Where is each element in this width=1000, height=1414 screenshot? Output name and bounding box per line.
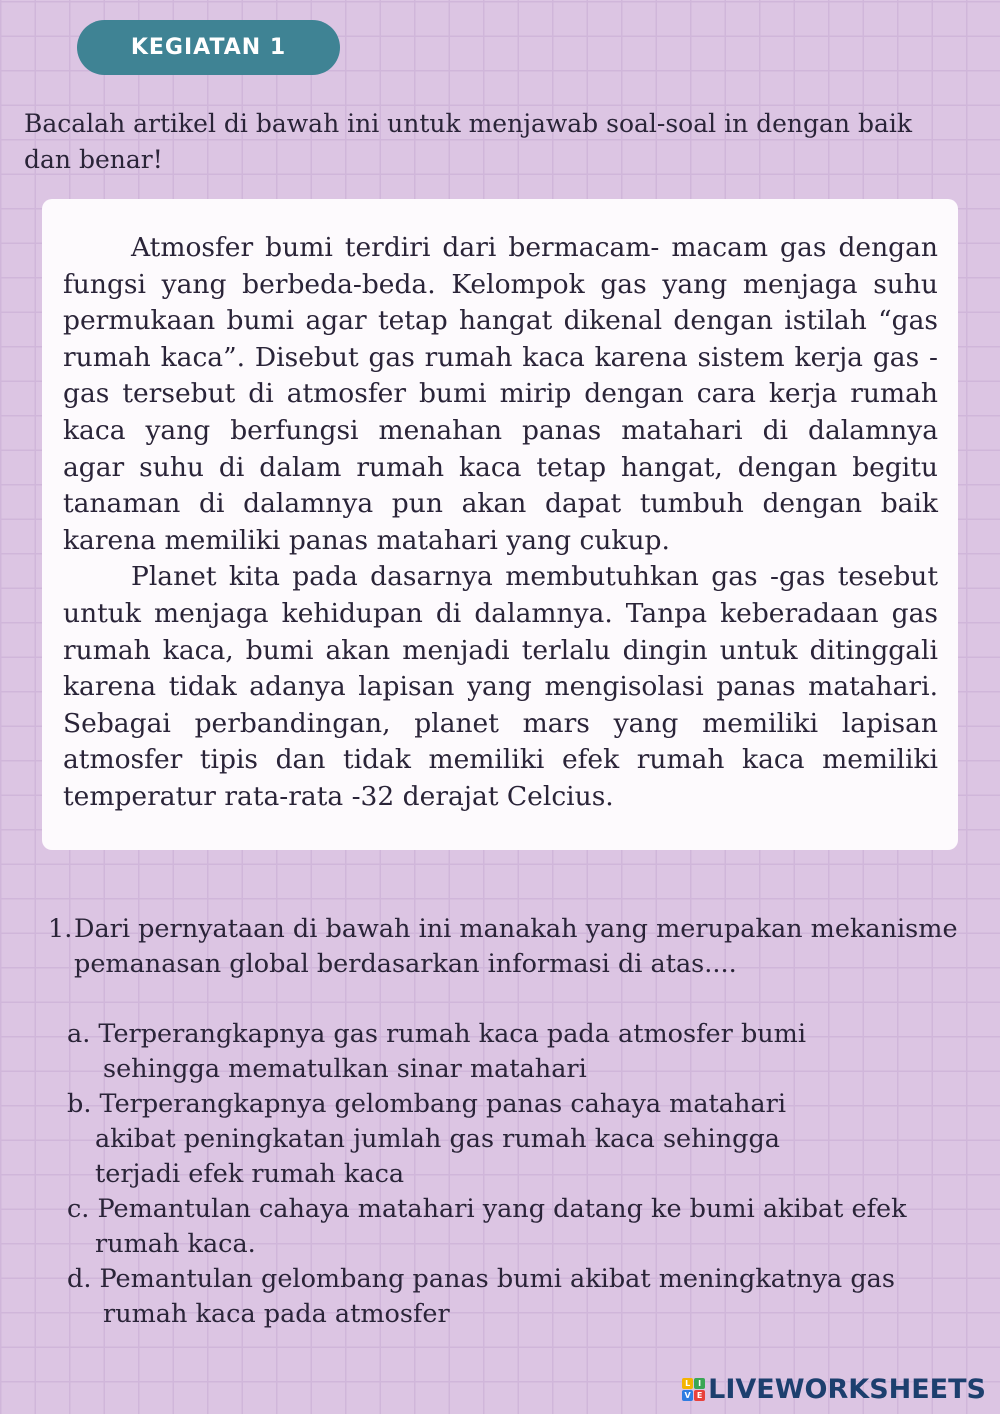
article-line: Planet kita pada dasarnya membutuhkan gas -gas tesebut [131, 561, 938, 593]
article-line: rumah kaca, bumi akan menjadi terlalu dingin untuk ditinggali [63, 634, 938, 666]
question-text: Dari pernyataan di bawah ini manakah yang merupakan mekanisme [74, 914, 958, 944]
option-text: Pemantulan gelombang panas bumi akibat meningkatnya gas [99, 1264, 895, 1294]
article-line: atmosfer tipis dan tidak memiliki efek rumah kaca memiliki [63, 744, 938, 776]
article-line: karena memiliki panas matahari yang cukup. [63, 524, 670, 556]
option-a[interactable] [67, 1017, 978, 1087]
instructions [24, 106, 954, 178]
instruction-line: dan benar! [24, 145, 163, 174]
instruction-line: Bacalah artikel di bawah ini untuk menjawab soal-soal in dengan baik [24, 109, 913, 138]
option-text: akibat peningkatan jumlah gas rumah kaca sehingga [95, 1124, 780, 1154]
option-c[interactable] [67, 1192, 978, 1262]
article-line: rumah kaca”. Disebut gas rumah kaca karena sistem kerja gas - [63, 341, 938, 373]
article-line: Atmosfer bumi terdiri dari bermacam- macam gas dengan [131, 232, 938, 263]
option-label: b. [67, 1089, 92, 1119]
activity-title: KEGIATAN 1 [130, 35, 287, 60]
option-b[interactable] [67, 1087, 978, 1192]
article-line: kaca yang berfungsi menahan panas matahari di dalamnya [63, 414, 938, 446]
article-line: fungsi yang berbeda-beda. Kelompok gas yang menjaga suhu [63, 268, 938, 300]
article-line: karena tidak adanya lapisan yang mengisolasi panas matahari. [63, 671, 938, 703]
logo-letter-tile: E [694, 1390, 705, 1401]
article-line: gas tersebut di atmosfer bumi mirip dengan cara kerja rumah [63, 378, 938, 410]
logo-letter-tile: V [682, 1390, 693, 1401]
option-label: a. [67, 1019, 91, 1049]
option-text: Pemantulan cahaya matahari yang datang ke bumi akibat efek [97, 1194, 907, 1224]
article-text [63, 230, 938, 816]
question-1 [48, 912, 978, 1332]
logo-text: LIVEWORKSHEETS [708, 1374, 986, 1405]
question-number: 1. [48, 914, 73, 944]
option-text: rumah kaca pada atmosfer [103, 1299, 450, 1329]
article-line: tanaman di dalamnya pun akan dapat tumbuh dengan baik [63, 488, 938, 520]
article-line: untuk menjaga kehidupan di dalamnya. Tanpa keberadaan gas [63, 597, 938, 629]
option-d[interactable] [67, 1262, 978, 1332]
article-line: Sebagai perbandingan, planet mars yang memiliki lapisan [63, 707, 938, 739]
logo-letter-tile: I [694, 1378, 705, 1389]
live-logo-icon [682, 1378, 705, 1401]
question-text: pemanasan global berdasarkan informasi di atas.... [74, 949, 737, 979]
option-label: c. [67, 1194, 90, 1224]
option-text: rumah kaca. [95, 1229, 256, 1259]
option-text: sehingga mematulkan sinar matahari [103, 1054, 587, 1084]
option-text: Terperangkapnya gas rumah kaca pada atmosfer bumi [98, 1019, 807, 1049]
article-line: permukaan bumi agar tetap hangat dikenal dengan istilah “gas [63, 305, 938, 337]
article-line: temperatur rata-rata -32 derajat Celcius. [63, 780, 614, 812]
logo-letter-tile: L [682, 1378, 693, 1389]
liveworksheets-logo [682, 1374, 986, 1405]
activity-title-badge [77, 20, 340, 75]
article-line: agar suhu di dalam rumah kaca tetap hangat, dengan begitu [63, 451, 938, 483]
option-label: d. [67, 1264, 92, 1294]
option-text: terjadi efek rumah kaca [95, 1159, 405, 1189]
option-text: Terperangkapnya gelombang panas cahaya matahari [99, 1089, 786, 1119]
